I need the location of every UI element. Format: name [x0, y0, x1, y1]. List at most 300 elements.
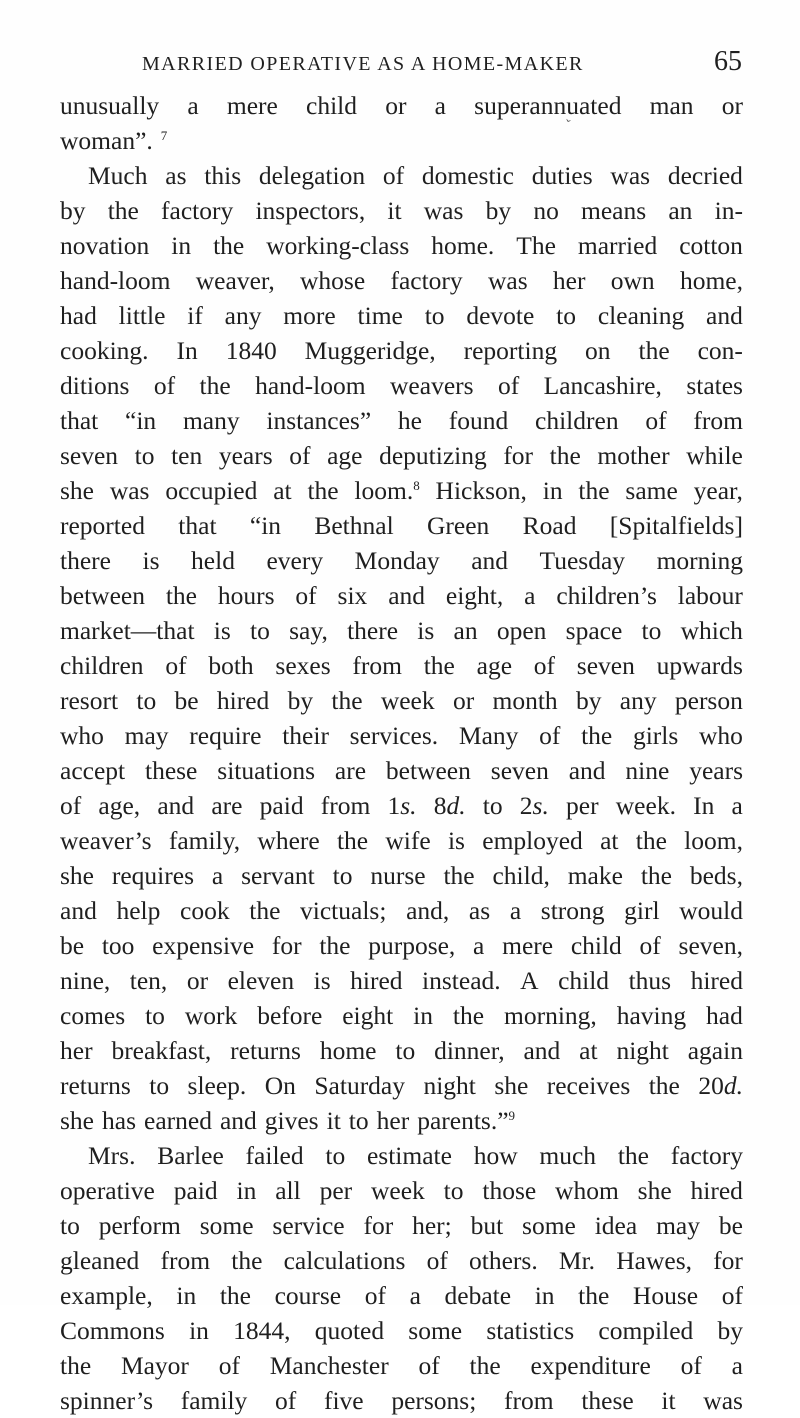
- word: the: [578, 1281, 610, 1310]
- word: the: [199, 371, 231, 400]
- word: her: [60, 1036, 93, 1065]
- word: course: [274, 1281, 342, 1310]
- word: is: [417, 616, 435, 645]
- word: or: [452, 686, 475, 715]
- word: was: [703, 1386, 743, 1415]
- word: it: [387, 196, 402, 225]
- word: whose: [300, 266, 366, 295]
- word: which: [680, 616, 743, 645]
- text-line: [60, 1313, 743, 1348]
- word: of: [418, 1351, 440, 1380]
- word: and: [60, 896, 97, 925]
- word: ten,: [129, 966, 168, 995]
- word: calculations: [283, 1246, 406, 1275]
- word: 1s.: [387, 791, 417, 820]
- word: of: [382, 161, 405, 190]
- word: of: [680, 1351, 702, 1380]
- word: a: [473, 931, 485, 960]
- word: hired: [690, 966, 743, 995]
- word: by: [60, 196, 86, 225]
- word: comes: [60, 1001, 126, 1030]
- word: failed: [245, 1141, 304, 1170]
- word: some: [522, 1211, 576, 1240]
- text-line: [60, 858, 743, 893]
- word: week: [370, 1176, 425, 1205]
- word: A: [520, 966, 539, 995]
- word: The: [516, 231, 556, 260]
- word: there: [60, 546, 111, 575]
- word: woman”.: [60, 126, 153, 155]
- word: deputizing: [379, 441, 487, 470]
- word: the: [640, 861, 672, 890]
- word: five: [323, 1386, 364, 1415]
- word: more: [283, 301, 336, 330]
- text-line: [60, 718, 743, 753]
- word: she: [60, 476, 94, 505]
- word: at: [579, 1036, 598, 1065]
- word: mere: [502, 931, 554, 960]
- word: 7: [160, 128, 168, 143]
- word: of: [218, 1351, 240, 1380]
- word: sleep.: [187, 1071, 247, 1100]
- word: morning,: [504, 1001, 597, 1030]
- word: the: [319, 931, 351, 960]
- word: child: [306, 91, 358, 120]
- word: much: [539, 1141, 597, 1170]
- word: con-: [697, 336, 743, 365]
- word: statistics: [486, 1316, 575, 1345]
- word: working-class: [266, 231, 410, 260]
- word: seven: [576, 651, 635, 680]
- word: returns: [60, 1071, 131, 1100]
- word: every: [266, 546, 324, 575]
- word: too: [101, 931, 135, 960]
- word: may: [124, 721, 169, 750]
- word: that: [178, 511, 217, 540]
- word: family: [180, 1386, 248, 1415]
- word: many: [182, 406, 240, 435]
- word: he: [397, 406, 422, 435]
- word: the: [423, 651, 455, 680]
- word: requires: [111, 861, 195, 890]
- word: before: [257, 1001, 323, 1030]
- word: own: [610, 266, 655, 295]
- word: in: [413, 1001, 433, 1030]
- word: thus: [628, 966, 672, 995]
- word: those: [482, 1176, 537, 1205]
- word: 8d.: [433, 791, 466, 820]
- word: gives: [264, 1106, 319, 1135]
- word: this: [204, 161, 242, 190]
- word: a: [187, 91, 199, 120]
- word: girl: [624, 896, 660, 925]
- word: Bethnal: [314, 511, 394, 540]
- word: from: [504, 1386, 554, 1415]
- word: to: [134, 441, 155, 470]
- word: children: [535, 406, 619, 435]
- word: service: [272, 1211, 345, 1240]
- word: how: [473, 1141, 518, 1170]
- word: Barlee: [157, 1141, 224, 1170]
- word: it: [326, 1106, 341, 1135]
- word: age: [476, 651, 513, 680]
- word: by: [717, 1316, 743, 1345]
- word: occupied: [165, 476, 258, 505]
- stray-mark-icon: ˇ: [561, 117, 572, 134]
- text-line: [60, 683, 743, 718]
- word: of: [539, 721, 561, 750]
- word: help: [116, 896, 161, 925]
- word: she: [494, 1071, 529, 1100]
- word: a: [731, 791, 743, 820]
- word: space: [565, 616, 623, 645]
- word: of: [426, 1246, 448, 1275]
- word: for: [363, 1211, 394, 1240]
- word: instead.: [422, 966, 501, 995]
- word: a: [731, 1351, 743, 1380]
- text-line: [60, 1068, 743, 1103]
- word: was: [423, 196, 464, 225]
- word: and: [157, 791, 195, 820]
- word: and: [219, 1106, 257, 1135]
- word: from: [352, 651, 402, 680]
- word: in-: [714, 196, 743, 225]
- word: whom: [555, 1176, 619, 1205]
- word: to: [325, 1141, 346, 1170]
- word: example,: [60, 1281, 153, 1310]
- text-line: [60, 193, 743, 228]
- text-line: [60, 1138, 743, 1173]
- word: open: [496, 616, 547, 645]
- text-line: [60, 88, 743, 123]
- word: 1840: [225, 336, 277, 365]
- word: as: [165, 161, 187, 190]
- word: upwards: [656, 651, 743, 680]
- word: market—that: [60, 616, 195, 645]
- word: between: [60, 581, 145, 610]
- text-line: [60, 788, 743, 823]
- word: of: [364, 1281, 386, 1310]
- word: the: [107, 196, 139, 225]
- word: purpose,: [368, 931, 456, 960]
- word: Muggeridge,: [304, 336, 436, 365]
- word: for: [503, 441, 534, 470]
- word: reported: [60, 511, 145, 540]
- word: per: [566, 791, 599, 820]
- word: to: [424, 301, 445, 330]
- word: six: [337, 581, 368, 610]
- word: is: [213, 616, 231, 645]
- word: for: [271, 931, 302, 960]
- word: debate: [444, 1281, 512, 1310]
- word: the: [231, 1246, 263, 1275]
- text-line: [60, 1243, 743, 1278]
- word: and,: [406, 896, 450, 925]
- word: she: [637, 1176, 672, 1205]
- word: nine,: [60, 966, 111, 995]
- word: Much: [88, 161, 148, 190]
- text-line: [60, 1278, 743, 1313]
- text-line: [60, 333, 743, 368]
- word: reporting: [463, 336, 558, 365]
- word: the: [336, 826, 369, 855]
- word: time: [357, 301, 403, 330]
- word: to: [395, 1036, 416, 1065]
- word: be: [60, 931, 85, 960]
- word: of: [165, 651, 187, 680]
- word: persons;: [391, 1386, 477, 1415]
- word: is: [447, 826, 465, 855]
- word: was: [487, 266, 528, 295]
- word: to: [641, 616, 662, 645]
- word: returns: [230, 1036, 301, 1065]
- word: from: [693, 406, 743, 435]
- word: to: [332, 861, 353, 890]
- word: she: [60, 1106, 94, 1135]
- word: home: [319, 1036, 377, 1065]
- word: their: [282, 721, 329, 750]
- word: any: [619, 686, 657, 715]
- word: of: [295, 581, 317, 610]
- word: but: [470, 1211, 504, 1240]
- word: the: [443, 861, 475, 890]
- text-line: [60, 123, 743, 158]
- word: wife: [385, 826, 431, 855]
- word: to: [149, 1071, 170, 1100]
- word: hired: [350, 966, 403, 995]
- word: seven: [490, 756, 549, 785]
- word: weavers: [390, 371, 474, 400]
- text-line: [60, 1103, 743, 1138]
- word: is: [313, 966, 331, 995]
- word: eleven: [227, 966, 295, 995]
- word: Tuesday: [539, 546, 626, 575]
- text-line: [60, 298, 743, 333]
- page-number: 65: [714, 46, 742, 77]
- word: year,: [693, 476, 743, 505]
- body-text: [60, 88, 743, 1418]
- word: of: [60, 791, 82, 820]
- word: perform: [98, 1211, 181, 1240]
- text-line: [60, 1208, 743, 1243]
- word: weaver,: [195, 266, 275, 295]
- word: cotton: [679, 231, 743, 260]
- word: night: [423, 1071, 476, 1100]
- word: hand-loom: [60, 266, 171, 295]
- word: children’s: [556, 581, 657, 610]
- word: she: [60, 861, 94, 890]
- word: “in: [249, 511, 282, 540]
- word: child: [558, 966, 610, 995]
- word: compiled: [598, 1316, 694, 1345]
- word: of: [721, 1281, 743, 1310]
- word: these: [144, 756, 198, 785]
- word: age,: [98, 791, 141, 820]
- word: 2s.: [519, 791, 549, 820]
- word: any: [224, 301, 262, 330]
- word: by: [485, 196, 512, 225]
- word: week: [380, 686, 435, 715]
- word: ditions: [60, 371, 130, 400]
- word: there: [347, 616, 399, 645]
- word: by: [287, 686, 314, 715]
- word: while: [686, 441, 743, 470]
- word: that: [60, 406, 99, 435]
- word: the: [638, 336, 670, 365]
- word: the: [578, 476, 610, 505]
- word: Manchester: [269, 1351, 389, 1380]
- word: it: [661, 1386, 676, 1415]
- word: family,: [168, 826, 241, 855]
- word: person: [674, 686, 743, 715]
- word: spinner’s: [60, 1386, 154, 1415]
- word: having: [616, 1001, 687, 1030]
- word: hired: [216, 686, 270, 715]
- word: require: [189, 721, 262, 750]
- word: children: [60, 651, 144, 680]
- word: to: [250, 616, 270, 645]
- word: if: [187, 301, 203, 330]
- word: sexes: [275, 651, 331, 680]
- word: mother: [597, 441, 670, 470]
- text-line: [60, 1033, 743, 1068]
- word: to: [556, 301, 577, 330]
- word: the: [452, 1001, 485, 1030]
- word: the: [617, 1141, 649, 1170]
- word: employed: [482, 826, 583, 855]
- word: had: [60, 301, 97, 330]
- word: week.: [615, 791, 676, 820]
- word: [Spitalfields]: [609, 511, 743, 540]
- word: married: [577, 231, 658, 260]
- word: who: [60, 721, 104, 750]
- word: of: [533, 651, 556, 680]
- word: cooking.: [60, 336, 149, 365]
- word: held: [191, 546, 235, 575]
- word: nine: [625, 756, 670, 785]
- word: no: [533, 196, 559, 225]
- word: in: [171, 231, 192, 260]
- word: In: [693, 791, 715, 820]
- word: may: [656, 1211, 700, 1240]
- word: be: [718, 1211, 743, 1240]
- word: instances”: [266, 406, 372, 435]
- word: at: [273, 476, 292, 505]
- text-line: [60, 893, 743, 928]
- word: victuals;: [300, 896, 387, 925]
- word: House: [632, 1281, 699, 1310]
- word: where: [257, 826, 320, 855]
- word: means: [581, 196, 647, 225]
- word: a: [524, 581, 536, 610]
- word: the: [331, 686, 363, 715]
- word: weaver’s: [60, 826, 152, 855]
- word: Mayor: [120, 1351, 189, 1380]
- word: girls: [632, 721, 679, 750]
- word: her: [552, 266, 586, 295]
- word: of: [645, 406, 667, 435]
- word: Monday: [354, 546, 440, 575]
- word: breakfast,: [111, 1036, 212, 1065]
- word: had: [706, 1001, 743, 1030]
- word: cook: [180, 896, 230, 925]
- word: labour: [677, 581, 743, 610]
- word: cleaning: [597, 301, 685, 330]
- word: factory: [161, 196, 234, 225]
- word: who: [699, 721, 743, 750]
- text-line: [60, 543, 743, 578]
- word: of: [497, 371, 520, 400]
- word: for: [713, 1246, 743, 1275]
- word: a: [211, 861, 224, 890]
- word: or: [385, 91, 407, 120]
- word: a: [509, 896, 522, 925]
- text-line: [60, 648, 743, 683]
- word: to: [443, 1176, 464, 1205]
- word: night: [616, 1036, 669, 1065]
- word: Mr.: [558, 1246, 596, 1275]
- word: or: [721, 91, 743, 120]
- word: seven,: [678, 931, 743, 960]
- word: be: [174, 686, 199, 715]
- running-title: MARRIED OPERATIVE AS A HOME-MAKER: [142, 53, 584, 75]
- text-line: [60, 613, 743, 648]
- word: by: [575, 686, 602, 715]
- word: Commons: [60, 1316, 165, 1345]
- text-line: [60, 368, 743, 403]
- word: domestic: [421, 161, 514, 190]
- word: or: [186, 966, 209, 995]
- word: 1844,: [233, 1316, 291, 1345]
- text-line: [60, 753, 743, 788]
- word: idea: [594, 1211, 638, 1240]
- word: resort: [60, 686, 119, 715]
- text-line: [60, 403, 743, 438]
- word: loom.$^8$: [354, 476, 420, 505]
- text-line: [60, 578, 743, 613]
- word: her;: [412, 1211, 452, 1240]
- word: paid: [173, 1176, 218, 1205]
- word: Green: [427, 511, 490, 540]
- word: home.: [431, 231, 495, 260]
- word: say,: [289, 616, 328, 645]
- word: to: [145, 1001, 165, 1030]
- word: decried: [667, 161, 743, 190]
- text-line: [60, 263, 743, 298]
- word: some: [199, 1211, 254, 1240]
- text-line: [60, 508, 743, 543]
- word: delegation: [258, 161, 366, 190]
- word: beds,: [689, 861, 743, 890]
- running-head: [62, 46, 742, 86]
- word: of: [289, 441, 311, 470]
- word: hand-loom: [255, 371, 366, 400]
- word: per: [319, 1176, 353, 1205]
- word: all: [275, 1176, 301, 1205]
- word: at: [600, 826, 619, 855]
- word: expenditure: [530, 1351, 651, 1380]
- word: services.: [349, 721, 439, 750]
- word: has: [102, 1106, 136, 1135]
- word: loom,: [684, 826, 743, 855]
- word: in: [542, 476, 563, 505]
- word: Road: [522, 511, 577, 540]
- word: mere: [226, 91, 278, 120]
- word: eight: [342, 1001, 394, 1030]
- word: others.: [469, 1246, 538, 1275]
- word: Hawes,: [616, 1246, 692, 1275]
- word: years: [218, 441, 273, 470]
